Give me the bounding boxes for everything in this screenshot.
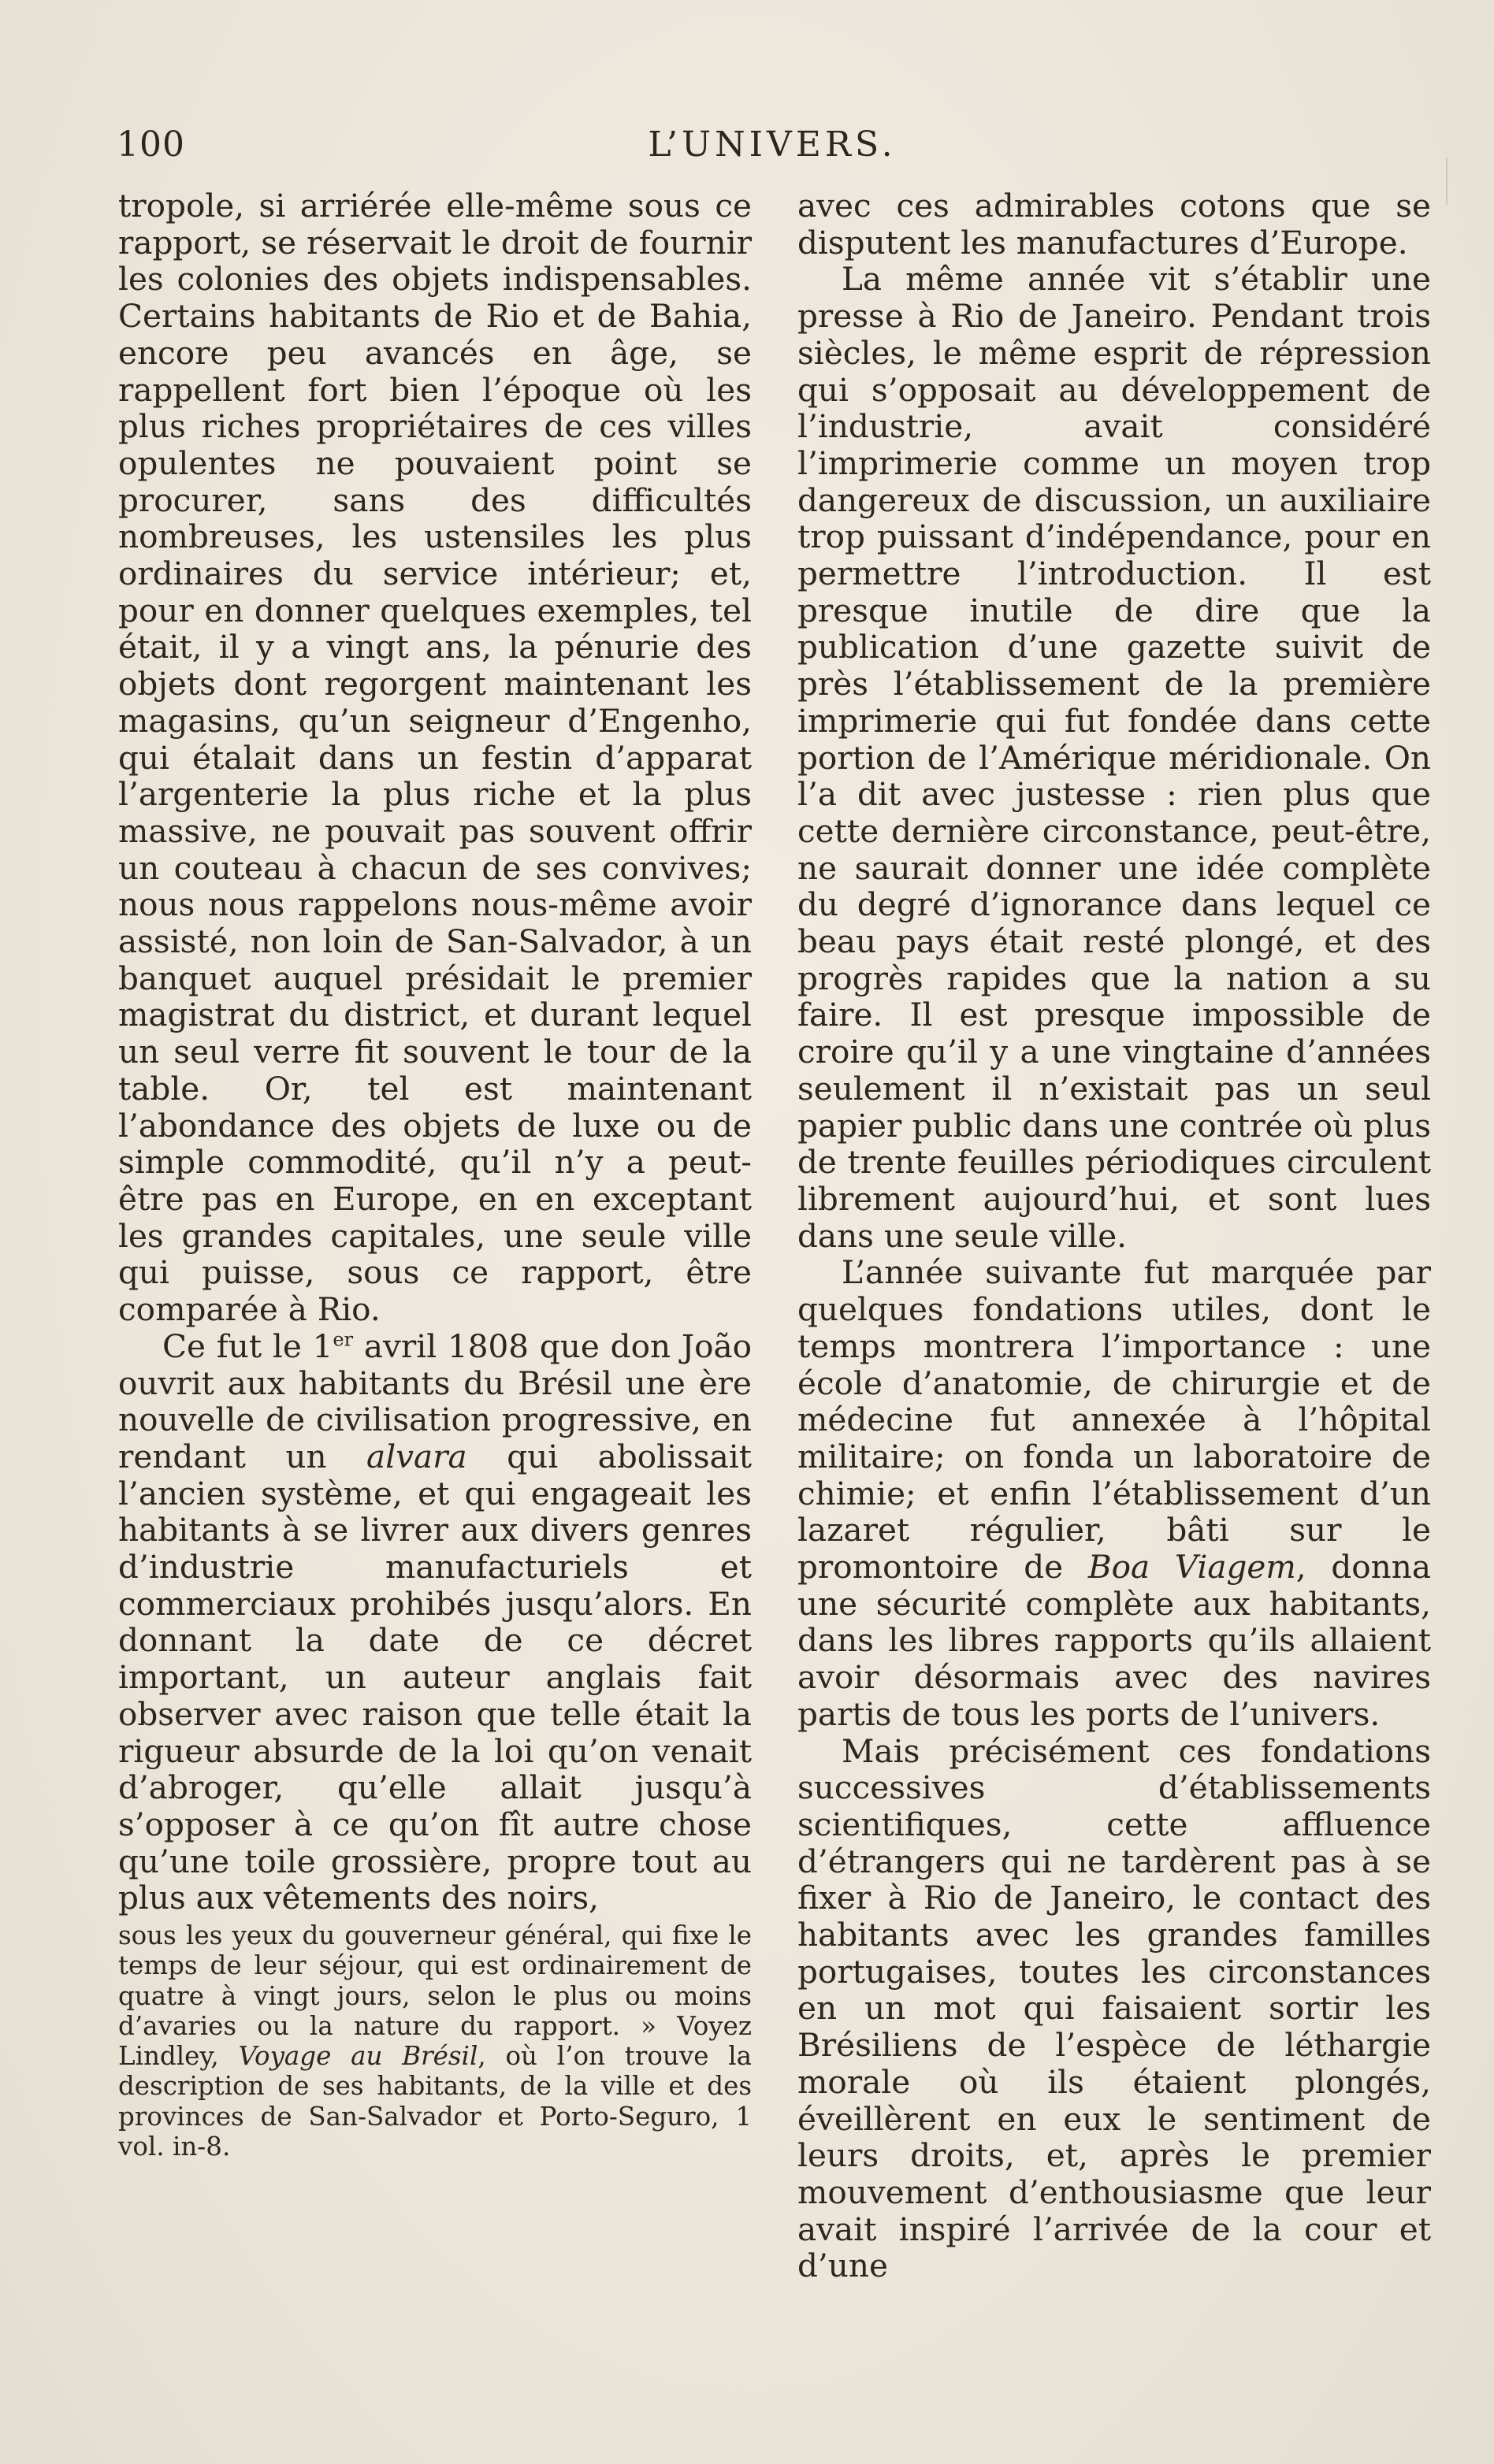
right-paragraph-2: La même année vit s’établir une presse à Rio de Janeiro. Pendant trois siècles, le même esprit de répression qui s’opposait au développement de l’industrie, avait considéré l’imprimerie comme un moyen trop dangereux de discussion, un auxiliaire trop puissant d’indépendance, pour en permettre l’introduction. Il est presque inutile de dire que la publication d’une gazette suivit de près l’établissement de la première imprimerie qui fut fondée dans cette portion de l’Amérique méridionale. On l’a dit avec justesse : rien plus que cette dernière circonstance, peut-être, ne saurait donner une idée complète du degré d’ignorance dans lequel ce beau pays était resté plongé, et des progrès rapides que la nation a su faire. Il est presque impossible de croire qu’il y a une vingtaine d’années seulement il n’existait pas un seul papier public dans une contrée où plus de trente feuilles périodiques circulent librement aujourd’hui, et sont lues dans une seule ville. [797, 260, 1431, 1255]
left-column [118, 187, 752, 1917]
left-paragraph-1: tropole, si arriérée elle-même sous ce rapport, se réservait le droit de fournir les colonies des objets indispensables. Certains habitants de Rio et de Bahia, encore peu avancés en âge, se rappellent fort bien l’époque où les plus riches propriétaires de ces villes opulentes ne pouvaient point se procurer, sans des difficultés nombreuses, les ustensiles les plus ordinaires du service intérieur; et, pour en donner quelques exemples, tel était, il y a vingt ans, la pénurie des objets dont regorgent maintenant les magasins, qu’un seigneur d’Engenho, qui étalait dans un festin d’apparat l’argenterie la plus riche et la plus massive, ne pouvait pas souvent offrir un couteau à chacun de ses convives; nous nous rappelons nous-même avoir assisté, non loin de San-Salvador, à un banquet auquel présidait le premier magistrat du district, et durant lequel un seul verre fit souvent le tour de la table. Or, tel est maintenant l’abondance des objets de luxe ou de simple commodité, qu’il n’y a peut-être pas en Europe, en en exceptant les grandes capitales, une seule ville qui puisse, sous ce rapport, être comparée à Rio. [118, 187, 752, 1329]
right-paragraph-4: Mais précisément ces fondations successives d’établissements scientifiques, cette affluence d’étrangers qui ne tardèrent pas à se fixer à Rio de Janeiro, le contact des habitants avec les grandes familles portugaises, toutes les circonstances en un mot qui faisaient sortir les Brésiliens de l’espèce de léthargie morale où ils étaient plongés, éveillèrent en eux le sentiment de leurs droits, et, après le premier mouvement d’enthousiasme que leur avait inspiré l’arrivée de la cour et d’une [797, 1731, 1431, 2285]
cited-book-title: Voyage au Brésil [238, 2041, 478, 2072]
margin-mark [1446, 158, 1448, 205]
place-name-boa-viagem: Boa Viagem [1087, 1548, 1296, 1586]
right-column [797, 187, 1431, 2284]
page-header [110, 124, 1434, 172]
footnote: sous les yeux du gouverneur général, qui fixe le temps de leur séjour, qui est ordinairement de quatre à vingt jours, selon le plus ou moins d’avaries ou la nature du rapport. » Voyez Lindley, Voyage au Brésil, où l’on trouve la description de ses habitants, de la ville et des provinces de San-Salvador et Porto-Seguro, 1 vol. in-8. [118, 1920, 752, 2162]
alvara-term: alvara [366, 1437, 467, 1475]
right-paragraph-1: avec ces admirables cotons que se disputent les manufactures d’Europe. [797, 187, 1431, 262]
right-paragraph-3: L’année suivante fut marquée par quelques fondations utiles, dont le temps montrera l’importance : une école d’anatomie, de chirurgie et de médecine fut annexée à l’hôpital militaire; on fonda un laboratoire de chimie; et enfin l’établissement d’un lazaret régulier, bâti sur le promontoire de Boa Viagem, donna une sécurité complète aux habitants, dans les libres rapports qu’ils allaient avoir désormais avec des navires partis de tous les ports de l’univers. [797, 1253, 1431, 1733]
page-number: 100 [117, 124, 185, 165]
left-paragraph-2: Ce fut le 1er avril 1808 que don João ouvrit aux habitants du Brésil une ère nouvelle de civilisation progressive, en rendant un alvara qui abolissait l’ancien système, et qui engageait les habitants à se livrer aux divers genres d’industrie manufacturiels et commerciaux prohibés jusqu’alors. En donnant la date de ce décret important, un auteur anglais fait observer avec raison que telle était la rigueur absurde de la loi qu’on venait d’abroger, qu’elle allait jusqu’à s’opposer à ce qu’on fît autre chose qu’une toile grossière, propre tout au plus aux vêtements des noirs, [118, 1327, 752, 1917]
ordinal-superscript: er [333, 1328, 354, 1351]
running-title: L’UNIVERS. [648, 124, 897, 165]
